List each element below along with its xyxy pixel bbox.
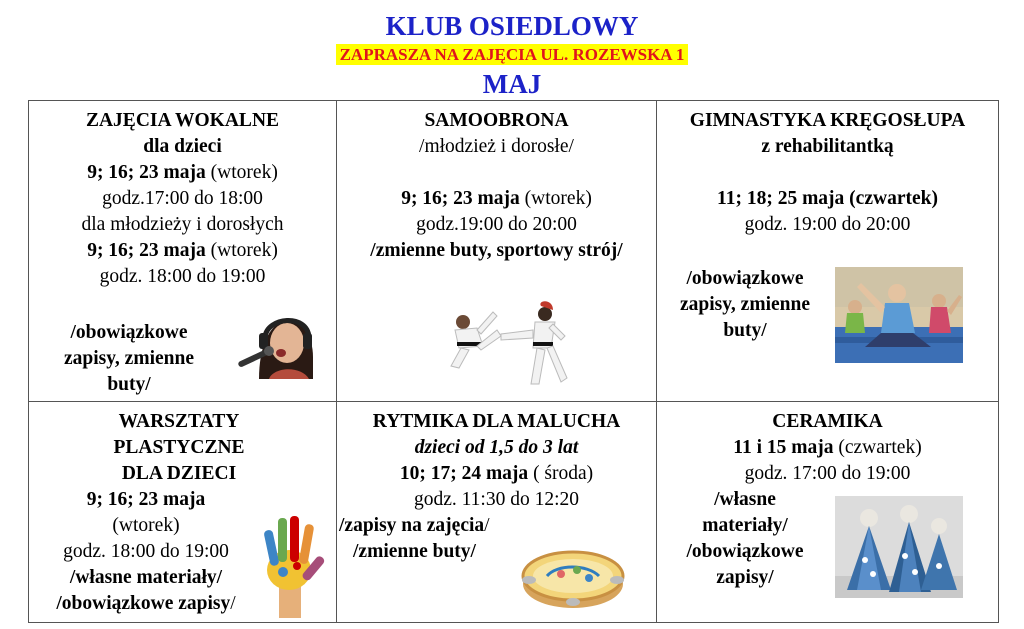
cell-art [29, 402, 337, 623]
vocal-dates-1 [29, 160, 336, 186]
rhythm-dates-bold: 10; 17; 24 maja [399, 463, 529, 484]
art-note-1: /własne materiały/ [69, 567, 223, 588]
spine-title: GIMNASTYKA KRĘGOSŁUPA [689, 110, 966, 131]
vocal-title: ZAJĘCIA WOKALNE [85, 110, 280, 131]
art-title-2: PLASTYCZNE [113, 437, 245, 458]
selfdefense-audience: /młodzież i dorosłe/ [419, 136, 574, 157]
schedule-table [28, 100, 999, 623]
selfdefense-time: godz.19:00 do 20:00 [416, 214, 577, 235]
ceramics-note-3: /obowiązkowe [686, 541, 804, 562]
ceramics-note-1: /własne [714, 489, 776, 510]
vocal-dates-2-day: (wtorek) [205, 240, 278, 261]
ceramics-title: CERAMIKA [772, 411, 883, 432]
vocal-audience-children: dla dzieci [143, 136, 222, 157]
art-note-2 [29, 591, 263, 617]
cell-rhythm [337, 402, 657, 623]
spine-time: godz. 19:00 do 20:00 [744, 214, 911, 235]
ceramics-note-2: materiały/ [702, 515, 788, 536]
selfdefense-dates-bold: 9; 16; 23 maja [401, 188, 520, 209]
month-heading: MAJ [482, 69, 542, 99]
ceramics-dates-bold: 11 i 15 maja [733, 437, 834, 458]
singer-photo-icon [229, 307, 324, 379]
art-note-2-end: / [230, 593, 236, 614]
art-day: (wtorek) [112, 515, 180, 536]
cell-spine [657, 101, 999, 402]
vocal-time-2: godz. 18:00 do 19:00 [99, 266, 266, 287]
vocal-dates-1-bold: 9; 16; 23 maja [87, 162, 206, 183]
vocal-note-1: /obowiązkowe [70, 322, 188, 343]
ceramics-time: godz. 17:00 do 19:00 [744, 463, 911, 484]
art-title-1: WARSZTATY [118, 411, 240, 432]
rhythm-time: godz. 11:30 do 12:20 [413, 489, 580, 510]
spine-note-1: /obowiązkowe [686, 268, 804, 289]
subtitle: ZAPRASZA NA ZAJĘCIA UL. ROZEWSKA 1 [336, 44, 689, 65]
art-dates: 9; 16; 23 maja [86, 489, 206, 510]
ceramics-dates-day: (czwartek) [833, 437, 922, 458]
spine-dates: 11; 18; 25 maja (czwartek) [717, 188, 938, 209]
selfdefense-note: /zmienne buty, sportowy strój/ [370, 240, 623, 261]
art-time: godz. 18:00 do 19:00 [63, 541, 229, 562]
vocal-audience-adults: dla młodzieży i dorosłych [81, 214, 284, 235]
art-note-2-bold: /obowiązkowe zapisy [56, 593, 231, 614]
cell-ceramics [657, 402, 999, 623]
ceramics-dates [657, 435, 998, 461]
art-title-3: DLA DZIECI [121, 463, 237, 484]
spine-subtitle: z rehabilitantką [761, 136, 894, 157]
cell-selfdefense [337, 101, 657, 402]
title: KLUB OSIEDLOWY [385, 11, 639, 41]
rhythm-title: RYTMIKA DLA MALUCHA [372, 411, 621, 432]
rhythm-dates [337, 461, 656, 487]
rhythm-note-2: /zmienne buty/ [353, 541, 476, 562]
ceramic-figures-photo-icon [835, 496, 963, 598]
vocal-note-2: zapisy, zmienne [64, 348, 194, 369]
vocal-note-3: buty/ [107, 374, 151, 395]
selfdefense-dates-day: (wtorek) [519, 188, 592, 209]
rhythm-dates-day: ( środa) [528, 463, 594, 484]
selfdefense-title: SAMOOBRONA [424, 110, 569, 131]
ceramics-note-4: zapisy/ [716, 567, 774, 588]
subtitle-line [0, 44, 1024, 67]
rhythm-note-1-bold: /zapisy na zajęcia [339, 515, 485, 536]
selfdefense-dates [337, 186, 656, 212]
rhythm-audience: dzieci od 1,5 do 3 lat [414, 437, 579, 458]
vocal-dates-1-day: (wtorek) [205, 162, 278, 183]
spine-note-2: zapisy, zmienne [680, 294, 810, 315]
vocal-dates-2 [29, 238, 336, 264]
martial-arts-photo-icon [437, 286, 577, 391]
gymnastics-photo-icon [835, 267, 963, 363]
tambourine-photo-icon [515, 536, 633, 616]
painted-hand-photo-icon [249, 510, 329, 618]
vocal-time-1: godz.17:00 do 18:00 [102, 188, 263, 209]
vocal-dates-2-bold: 9; 16; 23 maja [87, 240, 206, 261]
rhythm-note-1-end: / [484, 515, 490, 536]
cell-vocal [29, 101, 337, 402]
spine-note-3: buty/ [723, 320, 767, 341]
